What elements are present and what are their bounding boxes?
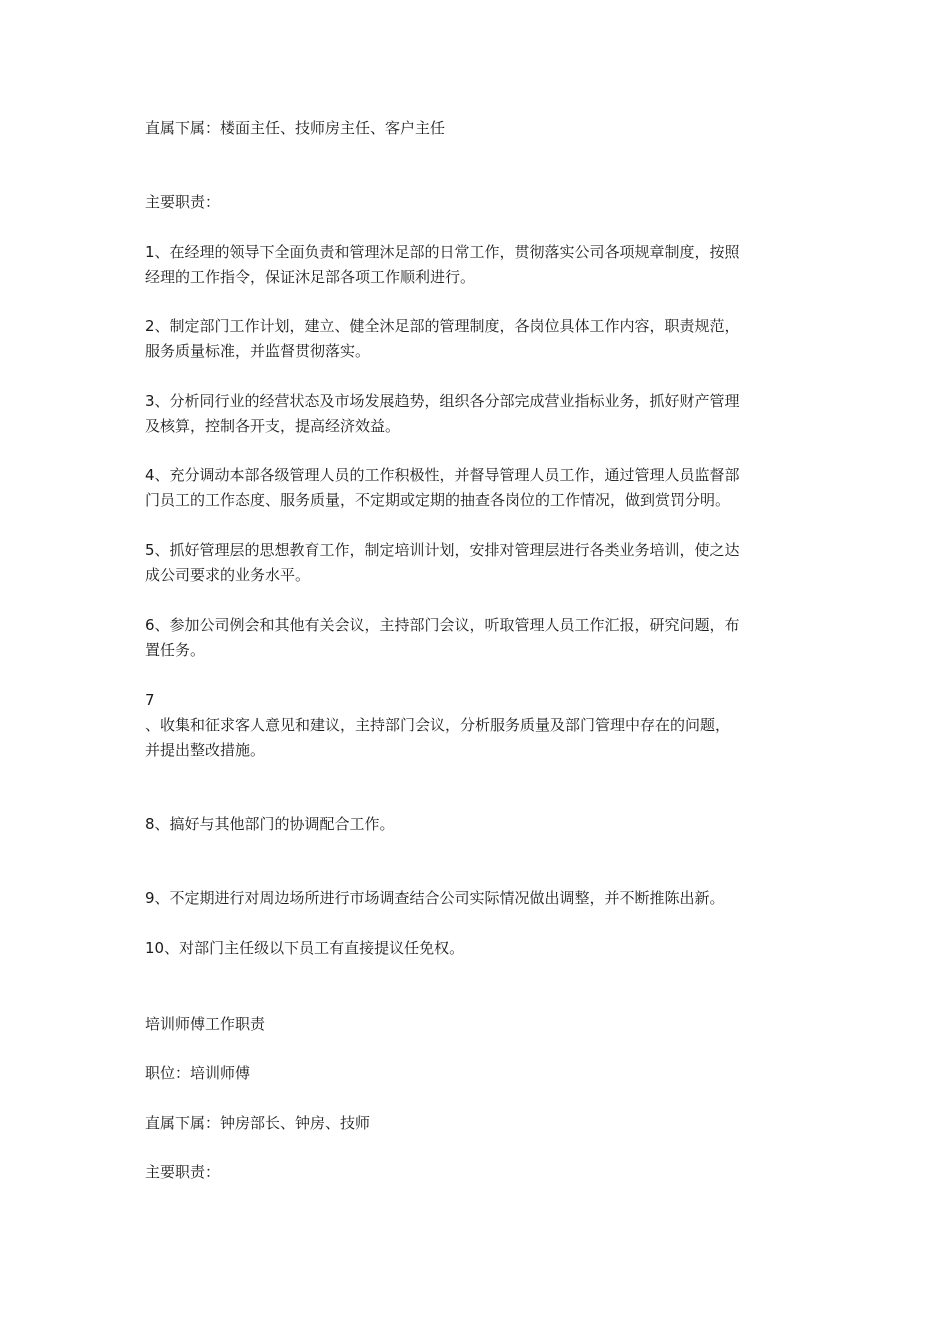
section-title: 培训师傅工作职责	[145, 1015, 266, 1033]
duty-item-line: 3、分析同行业的经营状态及市场发展趋势，组织各分部完成营业指标业务，抓好财产管理	[145, 392, 740, 410]
duty-item-line: 、收集和征求客人意见和建议，主持部门会议，分析服务质量及部门管理中存在的问题，	[145, 716, 731, 734]
duty-item-2	[145, 314, 815, 364]
duty-item-line: 5、抓好管理层的思想教育工作，制定培训计划，安排对管理层进行各类业务培训，使之达	[145, 541, 740, 559]
duty-item-line: 置任务。	[145, 641, 206, 659]
duty-item-5	[145, 538, 815, 588]
duty-item-1	[145, 240, 815, 290]
duty-item-3	[145, 389, 815, 439]
duty-item-line: 并提出整改措施。	[145, 741, 266, 759]
duty-item-7	[145, 688, 815, 763]
duty-item-number: 7	[145, 691, 155, 709]
duties-heading: 主要职责：	[145, 193, 221, 211]
duty-item-line: 及核算，控制各开支，提高经济效益。	[145, 417, 401, 435]
duty-item-line: 6、参加公司例会和其他有关会议，主持部门会议，听取管理人员工作汇报，研究问题，布	[145, 616, 740, 634]
duty-item-8: 8、搞好与其他部门的协调配合工作。	[145, 815, 395, 833]
subordinates-line: 直属下属：钟房部长、钟房、技师	[145, 1114, 371, 1132]
duty-item-line: 4、充分调动本部各级管理人员的工作积极性，并督导管理人员工作，通过管理人员监督部	[145, 466, 740, 484]
duty-item-line: 门员工的工作态度、服务质量，不定期或定期的抽查各岗位的工作情况，做到赏罚分明。	[145, 491, 731, 509]
position-line: 职位：培训师傅	[145, 1064, 251, 1082]
duty-item-line: 1、在经理的领导下全面负责和管理沐足部的日常工作，贯彻落实公司各项规章制度，按照	[145, 243, 740, 261]
duties-heading: 主要职责：	[145, 1163, 221, 1181]
duty-item-line: 经理的工作指令，保证沐足部各项工作顺利进行。	[145, 268, 476, 286]
duty-item-4	[145, 463, 815, 513]
duty-item-line: 成公司要求的业务水平。	[145, 566, 311, 584]
duty-item-line: 2、制定部门工作计划，建立、健全沐足部的管理制度，各岗位具体工作内容，职责规范，	[145, 317, 740, 335]
duty-item-6	[145, 613, 815, 663]
duty-item-line: 服务质量标准，并监督贯彻落实。	[145, 342, 371, 360]
duty-item-10: 10、对部门主任级以下员工有直接提议任免权。	[145, 939, 465, 957]
subordinates-line: 直属下属：楼面主任、技师房主任、客户主任	[145, 119, 446, 137]
duty-item-9: 9、不定期进行对周边场所进行市场调查结合公司实际情况做出调整，并不断推陈出新。	[145, 889, 725, 907]
